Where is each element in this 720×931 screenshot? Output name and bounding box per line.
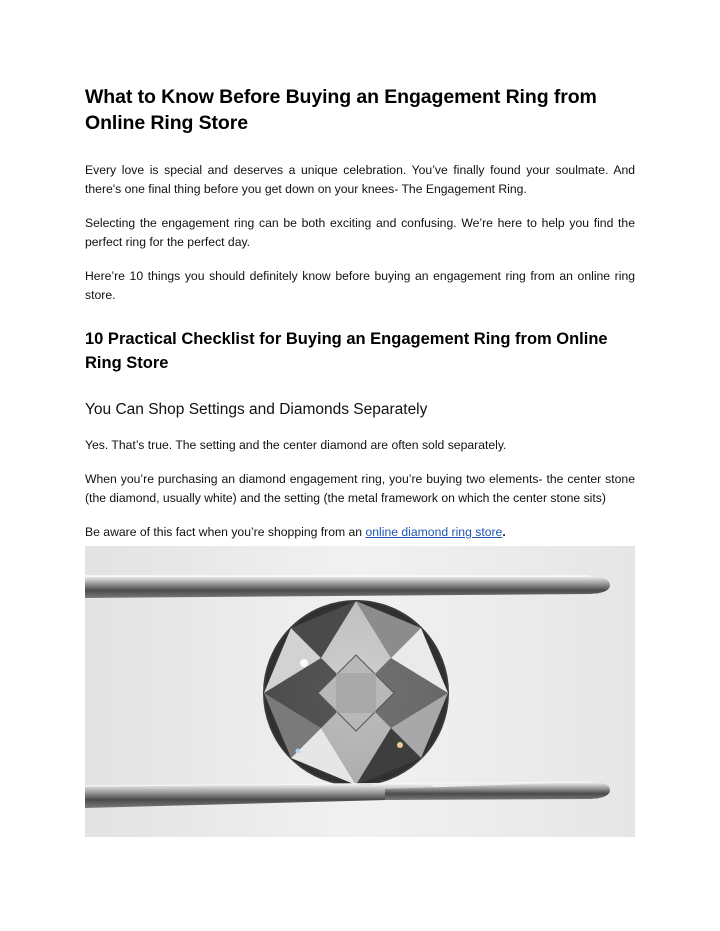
online-diamond-ring-store-link[interactable]: online diamond ring store [365,525,503,539]
body-paragraph-1: Yes. That’s true. The setting and the center diamond are often sold separately. [85,438,507,452]
diamond-icon [264,601,448,785]
body-paragraph-2: When you’re purchasing an diamond engagement ring, you’re buying two elements- the center stone (the diamond, usually white) and the setting (the metal framework on which the center stone sits) [85,472,635,505]
document-page [85,84,635,542]
article-title: What to Know Before Buying an Engagement Ring from Online Ring Store [85,86,597,134]
awareness-suffix: . [502,525,506,539]
intro-paragraph-3: Here’re 10 things you should definitely know before buying an engagement ring from an online ring store. [85,269,635,302]
awareness-paragraph [85,523,635,542]
diamond-illustration [85,546,635,837]
intro-paragraph-2: Selecting the engagement ring can be both exciting and confusing. We’re here to help you find the perfect ring for the perfect day. [85,216,635,249]
subsection-heading: You Can Shop Settings and Diamonds Separately [85,401,428,418]
diamond-tweezers-photo [85,546,635,837]
section-heading: 10 Practical Checklist for Buying an Engagement Ring from Online Ring Store [85,330,608,372]
awareness-prefix: Be aware of this fact when you’re shopping from an [85,525,366,539]
intro-paragraph-1: Every love is special and deserves a unique celebration. You’ve finally found your soulmate. And there's one final thing before you get down on your knees- The Engagement Ring. [85,163,635,196]
